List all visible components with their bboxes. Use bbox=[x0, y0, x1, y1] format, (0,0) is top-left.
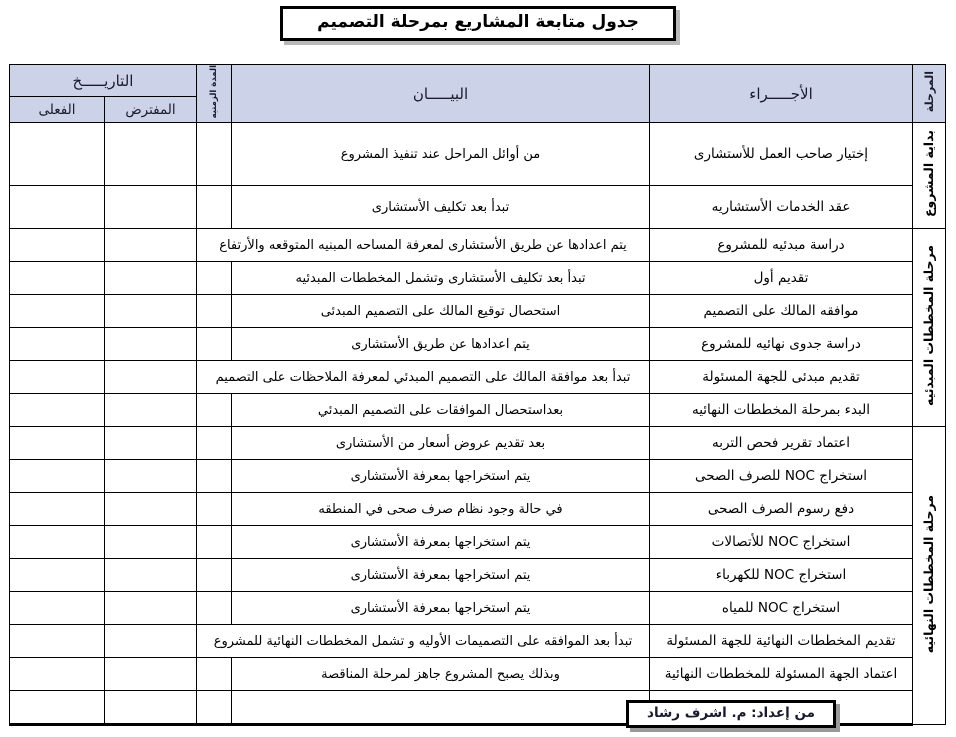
procedure-cell[interactable]: تقديم المخططات النهائية للجهة المسئولة bbox=[650, 625, 913, 658]
statement-cell[interactable]: من أوائل المراحل عند تنفيذ المشروع bbox=[232, 123, 650, 186]
date-actual-cell[interactable] bbox=[9, 658, 104, 691]
date-actual-cell[interactable] bbox=[9, 559, 104, 592]
stage-label: مرحلة المخططات المبدئيه bbox=[920, 245, 936, 407]
date-actual-cell[interactable] bbox=[9, 592, 104, 625]
date-planned-cell[interactable] bbox=[105, 123, 197, 186]
date-planned-cell[interactable] bbox=[105, 460, 197, 493]
procedure-cell[interactable]: استخراج NOC للمياه bbox=[650, 592, 913, 625]
date-planned-cell[interactable] bbox=[105, 394, 197, 427]
date-planned-cell[interactable] bbox=[105, 427, 197, 460]
date-actual-cell[interactable] bbox=[9, 229, 104, 262]
date-planned-cell[interactable] bbox=[105, 493, 197, 526]
column-header-procedure: الأجـــــراء bbox=[650, 65, 913, 123]
duration-cell[interactable] bbox=[197, 493, 232, 526]
statement-cell[interactable]: بعد تقديم عروض أسعار من الأستشارى bbox=[232, 427, 650, 460]
procedure-cell[interactable]: إختيار صاحب العمل للأستشارى bbox=[650, 123, 913, 186]
statement-cell[interactable]: استحصال توقيع المالك على التصميم المبدئى bbox=[232, 295, 650, 328]
date-planned-cell[interactable] bbox=[105, 625, 197, 658]
table-row[interactable] bbox=[9, 361, 945, 394]
duration-cell[interactable] bbox=[197, 658, 232, 691]
table-row[interactable] bbox=[9, 625, 945, 658]
column-header-stage: المرحلة bbox=[913, 65, 946, 123]
duration-cell[interactable] bbox=[197, 460, 232, 493]
column-header-date-actual: الفعلى bbox=[9, 97, 104, 123]
table-header bbox=[9, 65, 945, 123]
duration-cell[interactable] bbox=[197, 262, 232, 295]
duration-cell[interactable] bbox=[197, 427, 232, 460]
duration-cell[interactable] bbox=[197, 394, 232, 427]
header-row-main bbox=[9, 65, 945, 97]
date-planned-cell[interactable] bbox=[105, 592, 197, 625]
date-actual-cell[interactable] bbox=[9, 460, 104, 493]
date-actual-cell[interactable] bbox=[9, 526, 104, 559]
date-actual-cell[interactable] bbox=[9, 295, 104, 328]
table-row[interactable] bbox=[9, 394, 945, 427]
statement-cell[interactable]: يتم اعدادها عن طريق الأستشارى لمعرفة المساحه المبنيه المتوقعه والأرتفاع bbox=[197, 229, 650, 262]
document-title-banner bbox=[0, 6, 956, 40]
column-header-date-planned: المفترض bbox=[105, 97, 197, 123]
procedure-cell[interactable]: اعتماد الجهة المسئولة للمخططات النهائية bbox=[650, 658, 913, 691]
procedure-cell[interactable]: موافقه المالك على التصميم bbox=[650, 295, 913, 328]
date-planned-cell[interactable] bbox=[105, 526, 197, 559]
duration-cell[interactable] bbox=[197, 526, 232, 559]
statement-cell[interactable]: تبدأ بعد الموافقه على التصميمات الأوليه و تشمل المخططات النهائية للمشروع bbox=[197, 625, 650, 658]
date-actual-cell[interactable] bbox=[9, 427, 104, 460]
table-row[interactable] bbox=[9, 493, 945, 526]
stage-label: بداية المشروع bbox=[920, 130, 936, 218]
footer-credit: من إعداد: م. اشرف رشاد bbox=[626, 700, 836, 728]
procedure-cell[interactable]: تقديم مبدئى للجهة المسئولة bbox=[650, 361, 913, 394]
procedure-cell[interactable]: استخراج NOC للأتصالات bbox=[650, 526, 913, 559]
duration-cell[interactable] bbox=[197, 559, 232, 592]
statement-cell[interactable]: يتم استخراجها بمعرفة الأستشارى bbox=[232, 559, 650, 592]
date-actual-cell[interactable] bbox=[9, 493, 104, 526]
date-actual-cell[interactable] bbox=[9, 186, 104, 229]
statement-cell[interactable]: وبذلك يصبح المشروع جاهز لمرحلة المناقصة bbox=[232, 658, 650, 691]
procedure-cell[interactable]: اعتماد تقرير فحص التربه bbox=[650, 427, 913, 460]
date-actual-cell[interactable] bbox=[9, 625, 104, 658]
duration-cell[interactable] bbox=[197, 328, 232, 361]
date-actual-cell[interactable] bbox=[9, 123, 104, 186]
column-header-duration: المدة الزمنيه bbox=[197, 65, 232, 123]
table-row[interactable] bbox=[9, 592, 945, 625]
table-body bbox=[9, 123, 945, 725]
table-row[interactable] bbox=[9, 262, 945, 295]
table-row[interactable] bbox=[9, 229, 945, 262]
date-actual-cell[interactable] bbox=[9, 394, 104, 427]
table-row[interactable] bbox=[9, 123, 945, 186]
procedure-cell[interactable]: عقد الخدمات الأستشاريه bbox=[650, 186, 913, 229]
date-planned-cell[interactable] bbox=[105, 186, 197, 229]
statement-cell[interactable]: يتم استخراجها بمعرفة الأستشارى bbox=[232, 592, 650, 625]
date-actual-cell[interactable] bbox=[9, 328, 104, 361]
procedure-cell[interactable]: البدء بمرحلة المخططات النهائيه bbox=[650, 394, 913, 427]
date-planned-cell[interactable] bbox=[105, 361, 197, 394]
table-row[interactable] bbox=[9, 427, 945, 460]
date-planned-cell[interactable] bbox=[105, 328, 197, 361]
statement-cell[interactable]: في حالة وجود نظام صرف صحى في المنطقه bbox=[232, 493, 650, 526]
statement-cell[interactable]: تبدأ بعد موافقة المالك على التصميم المبدئي لمعرفة الملاحظات على التصميم bbox=[197, 361, 650, 394]
project-tracking-table-wrapper bbox=[10, 64, 946, 726]
statement-cell[interactable]: يتم استخراجها بمعرفة الأستشارى bbox=[232, 460, 650, 493]
duration-cell[interactable] bbox=[197, 295, 232, 328]
project-tracking-table bbox=[9, 64, 946, 726]
procedure-cell[interactable]: دفع رسوم الصرف الصحى bbox=[650, 493, 913, 526]
duration-cell[interactable] bbox=[197, 592, 232, 625]
column-header-date-group: التاريـــــخ bbox=[9, 65, 196, 97]
title-box bbox=[280, 6, 676, 41]
date-planned-cell[interactable] bbox=[105, 658, 197, 691]
stage-label-cell bbox=[913, 427, 946, 725]
date-planned-cell[interactable] bbox=[105, 559, 197, 592]
date-actual-cell[interactable] bbox=[9, 262, 104, 295]
table-row[interactable] bbox=[9, 328, 945, 361]
table-row[interactable] bbox=[9, 460, 945, 493]
page-title: جدول متابعة المشاريع بمرحلة التصميم bbox=[317, 12, 639, 32]
table-row[interactable] bbox=[9, 526, 945, 559]
column-header-statement: البيـــــان bbox=[232, 65, 650, 123]
date-planned-cell[interactable] bbox=[105, 262, 197, 295]
procedure-cell[interactable]: استخراج NOC للكهرباء bbox=[650, 559, 913, 592]
statement-cell[interactable]: يتم استخراجها بمعرفة الأستشارى bbox=[232, 526, 650, 559]
statement-cell[interactable]: يتم اعدادها عن طريق الأستشارى bbox=[232, 328, 650, 361]
stage-label: مرحلة المخططات النهائيه bbox=[920, 494, 936, 654]
duration-cell[interactable] bbox=[197, 186, 232, 229]
stage-label-cell bbox=[913, 229, 946, 427]
footer bbox=[10, 700, 946, 728]
procedure-cell[interactable]: تقديم أول bbox=[650, 262, 913, 295]
statement-cell[interactable]: تبدأ بعد تكليف الأستشارى وتشمل المخططات المبدئيه bbox=[232, 262, 650, 295]
procedure-cell[interactable]: استخراج NOC للصرف الصحى bbox=[650, 460, 913, 493]
date-actual-cell[interactable] bbox=[9, 361, 104, 394]
date-planned-cell[interactable] bbox=[105, 295, 197, 328]
table-row[interactable] bbox=[9, 295, 945, 328]
stage-label-cell bbox=[913, 123, 946, 229]
statement-cell[interactable]: بعداستحصال الموافقات على التصميم المبدئي bbox=[232, 394, 650, 427]
procedure-cell[interactable]: دراسة مبدئيه للمشروع bbox=[650, 229, 913, 262]
date-planned-cell[interactable] bbox=[105, 229, 197, 262]
table-row[interactable] bbox=[9, 559, 945, 592]
statement-cell[interactable]: تبدأ بعد تكليف الأستشارى bbox=[232, 186, 650, 229]
table-row[interactable] bbox=[9, 186, 945, 229]
procedure-cell[interactable]: دراسة جدوى نهائيه للمشروع bbox=[650, 328, 913, 361]
duration-cell[interactable] bbox=[197, 123, 232, 186]
table-row[interactable] bbox=[9, 658, 945, 691]
